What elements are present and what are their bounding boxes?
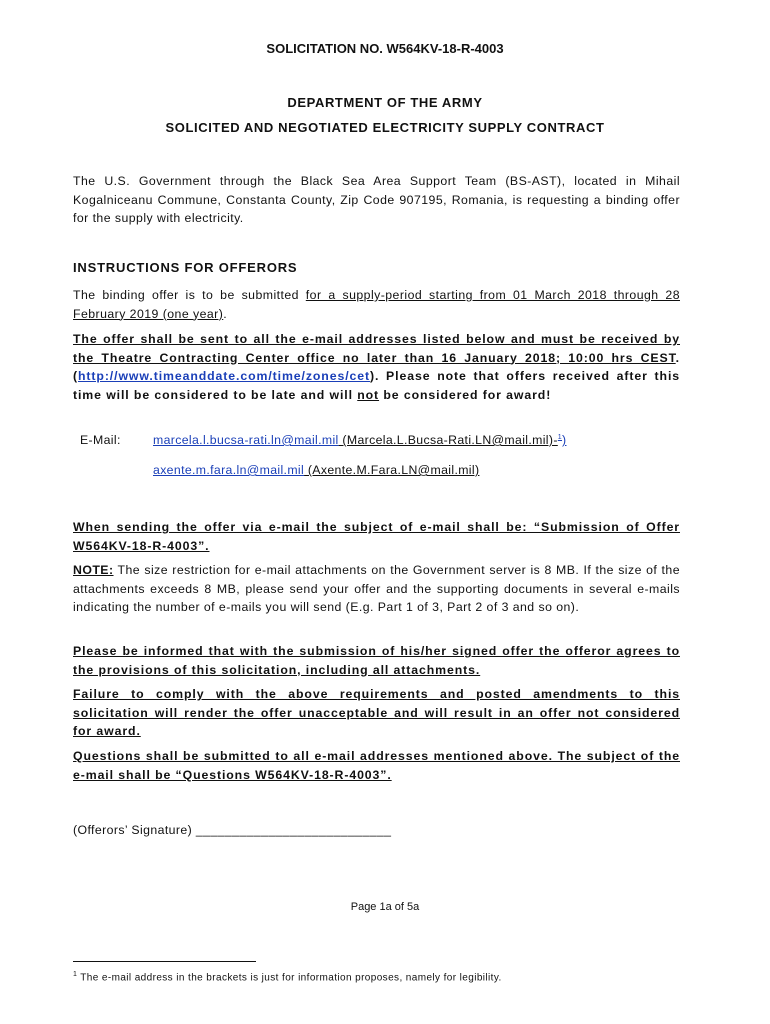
questions-paragraph: Questions shall be submitted to all e-mail addresses mentioned above. The subject of the e-mail shall be “Questions W564KV-18-R-4003”.	[73, 749, 680, 782]
instructions-heading: INSTRUCTIONS FOR OFFERORS	[73, 260, 298, 275]
email-text-2: (Axente.M.Fara.LN@mail.mil)	[304, 463, 480, 477]
note-paragraph	[73, 561, 680, 617]
solicitation-number: SOLICITATION NO. W564KV-18-R-4003	[266, 41, 504, 56]
page-number: Page 1a of 5a	[350, 901, 420, 913]
supply-period-text: for a supply-period starting from 01 March 2018 through 28 February 2019 (one year)	[73, 288, 680, 321]
binding-offer-paragraph	[73, 286, 680, 323]
deadline-sep: . (	[73, 350, 680, 383]
binding-offer-end: .	[223, 306, 228, 321]
informed-paragraph: Please be informed that with the submission of his/her signed offer the offeror agrees to the provisions of this solicitation, including all attachments.	[73, 644, 680, 677]
footnote-ref-close[interactable]: )	[562, 433, 567, 447]
email-link-2[interactable]: axente.m.fara.ln@mail.mil	[153, 463, 305, 477]
deadline-paragraph	[73, 330, 680, 404]
intro-paragraph: The U.S. Government through the Black Sea Area Support Team (BS-AST), located in Mihail Kogalniceanu Commune, Constanta County, Zip Code 907195, Romania, is requesting a binding offer for the supply with electricity.	[73, 174, 680, 225]
email-text-1: (Marcela.L.Bucsa-Rati.LN@mail.mil)-	[338, 433, 558, 447]
contract-title: SOLICITED AND NEGOTIATED ELECTRICITY SUPPLY CONTRACT	[165, 120, 605, 135]
deadline-text: The offer shall be sent to all the e-mail addresses listed below and must be received by the Theatre Contracting Center office no later than 16 January 2018; 10:00 hrs CEST	[73, 332, 680, 365]
footnote	[73, 971, 502, 983]
timezone-link[interactable]: http://www.timeanddate.com/time/zones/cet	[78, 369, 370, 383]
email-link-1[interactable]: marcela.l.bucsa-rati.ln@mail.mil	[153, 433, 339, 447]
award-text: be considered for award!	[379, 387, 552, 402]
footnote-marker: 1	[73, 971, 78, 978]
email-line-1	[153, 433, 566, 447]
not-emphasis: not	[357, 387, 380, 402]
offeror-signature: (Offerors’ Signature) ___________________________	[73, 823, 392, 837]
footnote-text: The e-mail address in the brackets is just for information proposes, namely for legibility.	[77, 972, 502, 984]
binding-offer-text: The binding offer is to be submitted	[73, 288, 306, 302]
footnote-divider	[73, 961, 256, 962]
department-title: DEPARTMENT OF THE ARMY	[287, 95, 483, 110]
late-offers-text: ). Please note that offers received after this time will be considered to be late and will	[73, 369, 680, 402]
footnote-ref[interactable]: 1	[557, 433, 563, 441]
email-label: E-Mail:	[80, 433, 121, 447]
note-label: NOTE:	[73, 563, 114, 577]
failure-paragraph: Failure to comply with the above requirements and posted amendments to this solicitation will render the offer unacceptable and will result in an offer not considered for award.	[73, 687, 680, 738]
subject-instruction: When sending the offer via e-mail the subject of e-mail shall be: “Submission of Offer W564KV-18-R-4003”.	[73, 520, 680, 553]
note-text: The size restriction for e-mail attachments on the Government server is 8 MB. If the size of the attachments exceeds 8 MB, please send your offer and the supporting documents in several e-mails indicating the number of e-mails you will send (E.g. Part 1 of 3, Part 2 of 3 and so on).	[73, 563, 680, 614]
email-line-2	[153, 463, 479, 477]
